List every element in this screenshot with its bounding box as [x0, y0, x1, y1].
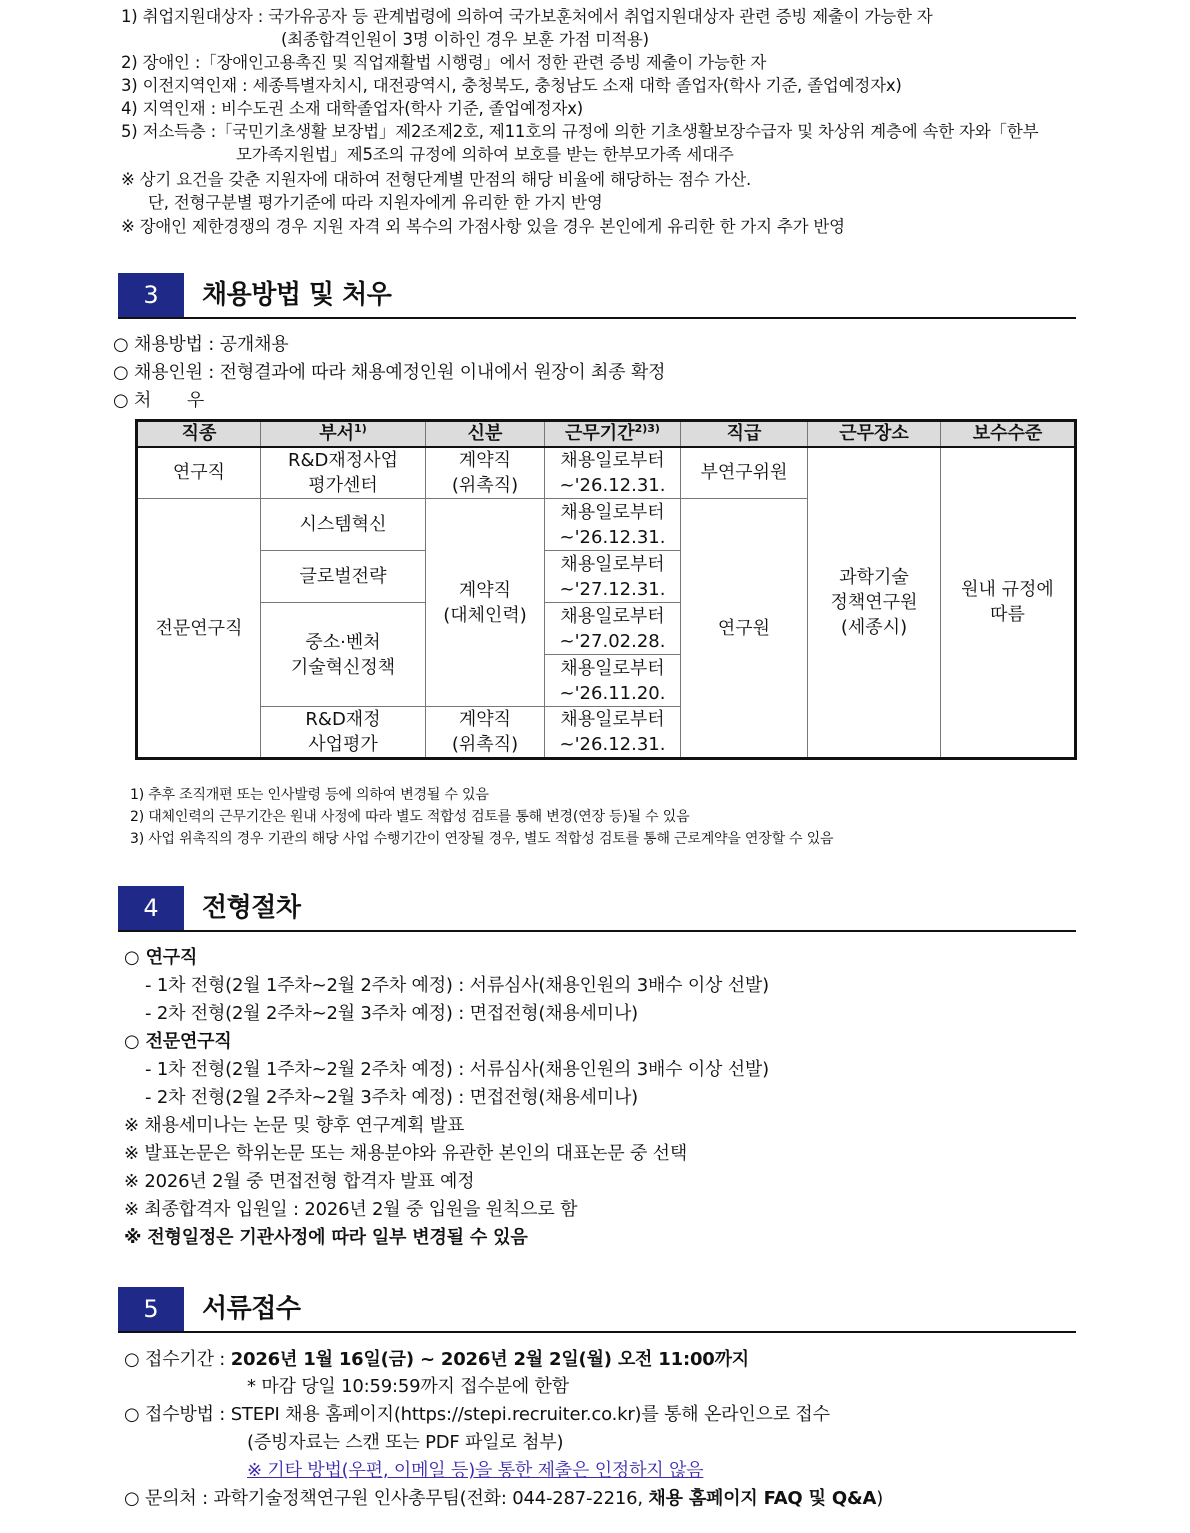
cell-type: 전문연구직 — [137, 499, 261, 759]
cell-period: 채용일로부터 ~'27.12.31. — [545, 551, 681, 603]
list-item: 모가족지원법」제5조의 규정에 의하여 보호를 받는 한부모가족 세대주 — [236, 145, 734, 164]
cell-grade: 연구원 — [681, 499, 808, 759]
note: ※ 채용세미나는 논문 및 향후 연구계획 발표 — [124, 1115, 465, 1136]
note-bold: ※ 전형일정은 기관사정에 따라 일부 변경될 수 있음 — [124, 1227, 528, 1248]
method-label: ○ 접수방법 : — [124, 1404, 231, 1425]
cell-status: 계약직 (위촉직) — [426, 447, 545, 499]
section-number: 4 — [118, 886, 184, 930]
period-note: * 마감 당일 10:59:59까지 접수분에 한함 — [247, 1376, 569, 1397]
section-number: 3 — [118, 273, 184, 317]
cell-period: 채용일로부터 ~'26.12.31. — [545, 707, 681, 759]
method-warning: ※ 기타 방법(우편, 이메일 등)을 통한 제출은 인정하지 않음 — [247, 1460, 704, 1481]
section-header-5 — [118, 1287, 1076, 1333]
cell-dept: 시스템혁신 — [261, 499, 426, 551]
list-item: 4) 지역인재 : 비수도권 소재 대학졸업자(학사 기준, 졸업예정자x) — [121, 99, 584, 118]
cell-period: 채용일로부터 ~'26.12.31. — [545, 447, 681, 499]
contact-label: ○ 문의처 : 과학기술정책연구원 인사총무팀(전화: 044-287-2216, — [124, 1488, 649, 1509]
header-grade: 직급 — [681, 421, 808, 447]
list-item: - 1차 전형(2월 1주차~2월 2주차 예정) : 서류심사(채용인원의 3배수 이상 선발) — [145, 975, 769, 996]
list-item: 5) 저소득층 :「국민기초생활 보장법」제2조제2호, 제11호의 규정에 의한 기초생활보장수급자 및 차상위 계층에 속한 자와「한부 — [121, 122, 1039, 141]
section-number: 5 — [118, 1287, 184, 1331]
list-item: - 1차 전형(2월 1주차~2월 2주차 예정) : 서류심사(채용인원의 3배수 이상 선발) — [145, 1059, 769, 1080]
section-header-3 — [118, 273, 1076, 319]
contact-bold: 채용 홈페이지 FAQ 및 Q&A — [648, 1488, 877, 1509]
application-method — [124, 1403, 830, 1427]
application-period — [124, 1348, 749, 1372]
header-period: 근무기간$^{2)3)}$ — [545, 421, 681, 447]
table-header-row — [137, 421, 1076, 447]
footnote: 2) 대체인력의 근무기간은 원내 사정에 따라 별도 적합성 검토를 통해 변경(연장 등)될 수 있음 — [130, 809, 690, 825]
header-place: 근무장소 — [808, 421, 941, 447]
cell-period: 채용일로부터 ~'27.02.28. — [545, 603, 681, 655]
cell-period: 채용일로부터 ~'26.12.31. — [545, 499, 681, 551]
treatment-label: ○ 처 우 — [113, 390, 205, 411]
method-note: (증빙자료는 스캔 또는 PDF 파일로 첨부) — [247, 1432, 564, 1453]
period-label: ○ 접수기간 : — [124, 1349, 231, 1370]
cell-type: 연구직 — [137, 447, 261, 499]
cell-pay: 원내 규정에 따름 — [941, 447, 1076, 759]
note: ※ 상기 요건을 갖춘 지원자에 대하여 전형단계별 만점의 해당 비율에 해당하는 점수 가산. — [121, 170, 752, 189]
header-type: 직종 — [137, 421, 261, 447]
note: ※ 장애인 제한경쟁의 경우 지원 자격 외 복수의 가점사항 있을 경우 본인에게 유리한 한 가지 추가 반영 — [121, 217, 845, 236]
section-title: 전형절차 — [202, 893, 301, 923]
stage-group-research: ○ 연구직 — [124, 947, 198, 968]
header-dept: 부서$^{1)}$ — [261, 421, 426, 447]
note: 단, 전형구분별 평가기준에 따라 지원자에게 유리한 한 가지 반영 — [148, 193, 603, 212]
footnote: 3) 사업 위촉직의 경우 기관의 해당 사업 수행기간이 연장될 경우, 별도 적합성 검토를 통해 근로계약을 연장할 수 있음 — [130, 831, 834, 847]
stage-group-expert: ○ 전문연구직 — [124, 1031, 232, 1052]
cell-dept: 중소·벤처 기술혁신정책 — [261, 603, 426, 707]
header-pay: 보수수준 — [941, 421, 1076, 447]
list-item: - 2차 전형(2월 2주차~2월 3주차 예정) : 면접전형(채용세미나) — [145, 1003, 639, 1024]
cell-grade: 부연구위원 — [681, 447, 808, 499]
list-item: 3) 이전지역인재 : 세종특별자치시, 대전광역시, 충청북도, 충청남도 소재 대학 졸업자(학사 기준, 졸업예정자x) — [121, 76, 902, 95]
jobs-table — [135, 419, 1077, 760]
cell-dept: 글로벌전략 — [261, 551, 426, 603]
list-item: (최종합격인원이 3명 이하인 경우 보훈 가점 미적용) — [281, 30, 649, 49]
cell-dept: R&D재정 사업평가 — [261, 707, 426, 759]
cell-status: 계약직 (위촉직) — [426, 707, 545, 759]
cell-dept: R&D재정사업 평가센터 — [261, 447, 426, 499]
contact-end: ) — [876, 1488, 884, 1509]
cell-period: 채용일로부터 ~'26.11.20. — [545, 655, 681, 707]
table-row — [137, 447, 1076, 499]
header-status: 신분 — [426, 421, 545, 447]
list-item: 1) 취업지원대상자 : 국가유공자 등 관계법령에 의하여 국가보훈처에서 취업지원대상자 관련 증빙 제출이 가능한 자 — [121, 7, 933, 26]
section-header-4 — [118, 886, 1076, 932]
note: ※ 최종합격자 입원일 : 2026년 2월 중 입원을 원칙으로 함 — [124, 1199, 578, 1220]
list-item: - 2차 전형(2월 2주차~2월 3주차 예정) : 면접전형(채용세미나) — [145, 1087, 639, 1108]
cell-place: 과학기술 정책연구원 (세종시) — [808, 447, 941, 759]
section-title: 채용방법 및 처우 — [202, 280, 392, 310]
note: ※ 2026년 2월 중 면접전형 합격자 발표 예정 — [124, 1171, 475, 1192]
recruit-method: ○ 채용방법 : 공개채용 — [113, 334, 289, 355]
cell-status: 계약직 (대체인력) — [426, 499, 545, 707]
recruit-headcount: ○ 채용인원 : 전형결과에 따라 채용예정인원 이내에서 원장이 최종 확정 — [113, 362, 666, 383]
method-value: STEPI 채용 홈페이지(https://stepi.recruiter.co.kr)를 통해 온라인으로 접수 — [230, 1404, 830, 1425]
period-value: 2026년 1월 16일(금) ~ 2026년 2월 2일(월) 오전 11:00까지 — [230, 1349, 749, 1370]
list-item: 2) 장애인 :「장애인고용촉진 및 직업재활법 시행령」에서 정한 관련 증빙 제출이 가능한 자 — [121, 53, 767, 72]
contact — [124, 1487, 883, 1511]
note: ※ 발표논문은 학위논문 또는 채용분야와 유관한 본인의 대표논문 중 선택 — [124, 1143, 688, 1164]
section-title: 서류접수 — [202, 1294, 301, 1324]
footnote: 1) 추후 조직개편 또는 인사발령 등에 의하여 변경될 수 있음 — [130, 787, 489, 803]
